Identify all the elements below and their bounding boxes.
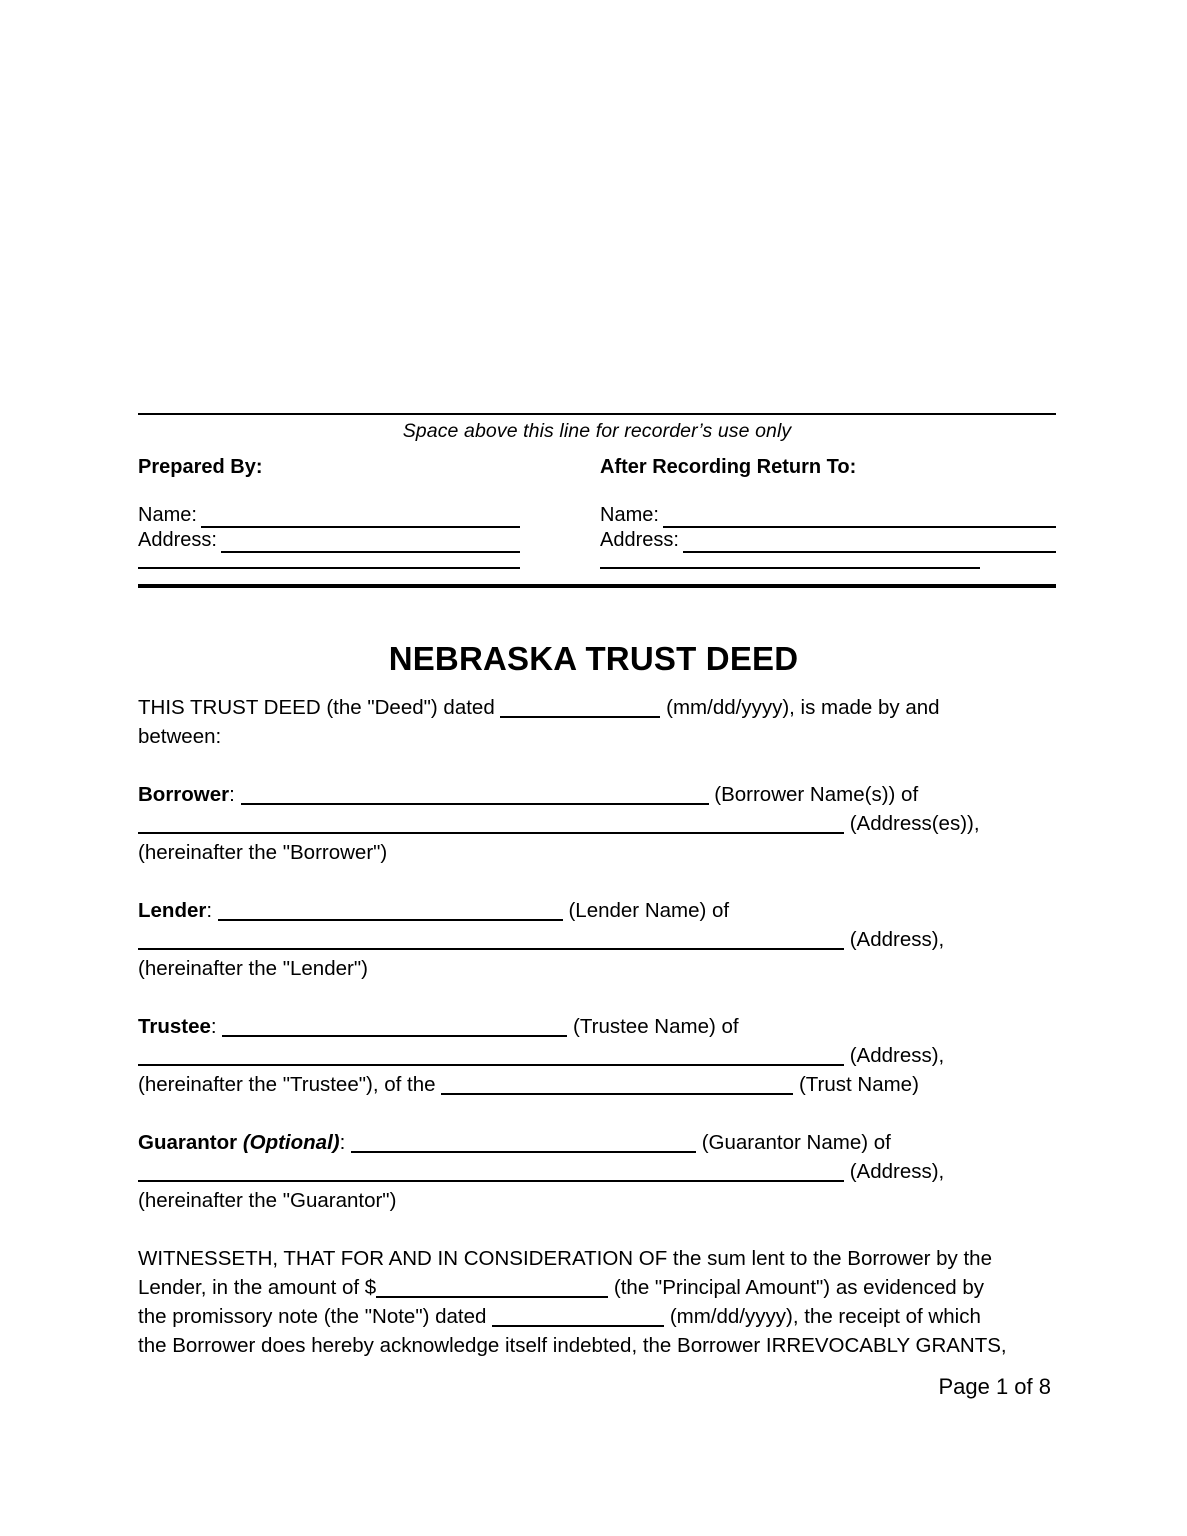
guarantor-optional-label: (Optional) <box>242 1131 340 1154</box>
trustee-line-1 <box>138 1012 1058 1041</box>
page-number-footer: Page 1 of 8 <box>938 1374 1051 1399</box>
prepared-by-name-input[interactable] <box>201 505 520 528</box>
trustee-address-input[interactable] <box>138 1049 844 1066</box>
return-to-address-row <box>600 528 1056 553</box>
witnesseth-line-3 <box>138 1302 1058 1331</box>
intro-text-b: (mm/dd/yyyy), is made by and <box>666 696 940 719</box>
guarantor-label: Guarantor <box>138 1131 238 1154</box>
intro-paragraph <box>138 693 1058 751</box>
lender-paragraph <box>138 896 1058 983</box>
return-to-address-label: Address: <box>600 529 679 551</box>
recorder-bottom-rule-wrap <box>138 584 1056 588</box>
note-date-input[interactable] <box>492 1310 664 1327</box>
borrower-line-1 <box>138 780 1058 809</box>
trust-name-hint: (Trust Name) <box>798 1073 919 1096</box>
principal-amount-suffix: (the "Principal Amount") as evidenced by <box>613 1276 984 1299</box>
lender-label: Lender <box>138 899 207 922</box>
prepared-by-heading: Prepared By: <box>138 456 263 478</box>
return-to-address-input-2[interactable] <box>600 567 980 569</box>
lender-line-1 <box>138 896 1058 925</box>
recorder-use-note: Space above this line for recorder’s use only <box>402 420 792 442</box>
recorder-bottom-rule <box>138 584 1056 588</box>
prepared-by-fields <box>138 503 600 569</box>
lender-address-input[interactable] <box>138 933 844 950</box>
guarantor-name-hint: (Guarantor Name) of <box>701 1131 891 1154</box>
prepared-by-address-input-2[interactable] <box>138 567 520 569</box>
principal-amount-input[interactable] <box>376 1281 608 1298</box>
guarantor-name-input[interactable] <box>351 1136 696 1153</box>
return-to-name-row <box>600 503 1056 528</box>
witnesseth-line-4: the Borrower does hereby acknowledge itself indebted, the Borrower IRREVOCABLY GRANTS, <box>138 1334 1007 1357</box>
note-date-suffix: (mm/dd/yyyy), the receipt of which <box>669 1305 981 1328</box>
trustee-label: Trustee <box>138 1015 211 1038</box>
lender-line-2 <box>138 925 1058 954</box>
borrower-address-hint: (Address(es)), <box>849 812 980 835</box>
return-to-address-input[interactable] <box>683 530 1056 553</box>
lender-name-input[interactable] <box>218 904 563 921</box>
return-to-name-input[interactable] <box>663 505 1056 528</box>
borrower-colon: : <box>229 783 235 806</box>
trustee-colon: : <box>210 1015 217 1038</box>
trustee-name-input[interactable] <box>222 1020 567 1037</box>
trustee-address-hint: (Address), <box>849 1044 945 1067</box>
witnesseth-line-2 <box>138 1273 1058 1302</box>
prepared-by-address-input[interactable] <box>221 530 520 553</box>
guarantor-line-1 <box>138 1128 1058 1157</box>
borrower-address-input[interactable] <box>138 817 844 834</box>
borrower-hereinafter: (hereinafter the "Borrower") <box>138 841 388 864</box>
intro-line-1 <box>138 693 1058 722</box>
trustee-paragraph <box>138 1012 1058 1099</box>
borrower-line-2 <box>138 809 1058 838</box>
trust-name-input[interactable] <box>441 1078 793 1095</box>
lender-colon: : <box>206 899 213 922</box>
intro-text-a: THIS TRUST DEED (the "Deed") dated <box>138 696 495 719</box>
prepared-by-address-row-2 <box>138 567 600 569</box>
return-to-name-label: Name: <box>600 504 659 526</box>
prepared-by-column <box>138 455 600 569</box>
lender-hereinafter: (hereinafter the "Lender") <box>138 957 368 980</box>
witnesseth-paragraph <box>138 1244 1058 1360</box>
guarantor-address-input[interactable] <box>138 1165 844 1182</box>
return-to-address-row-2 <box>600 567 1056 569</box>
prepared-by-address-row <box>138 528 600 553</box>
lender-address-hint: (Address), <box>849 928 945 951</box>
guarantor-line-2 <box>138 1157 1058 1186</box>
trustee-name-hint: (Trustee Name) of <box>573 1015 739 1038</box>
borrower-name-hint: (Borrower Name(s)) of <box>714 783 919 806</box>
guarantor-colon: : <box>339 1131 346 1154</box>
principal-amount-prefix: Lender, in the amount of $ <box>138 1276 377 1299</box>
prepared-by-name-label: Name: <box>138 504 197 526</box>
trustee-line-3 <box>138 1070 1058 1099</box>
after-recording-return-to-heading: After Recording Return To: <box>600 456 857 478</box>
lender-name-hint: (Lender Name) of <box>568 899 730 922</box>
prepared-by-name-row <box>138 503 600 528</box>
guarantor-hereinafter: (hereinafter the "Guarantor") <box>138 1189 397 1212</box>
borrower-label: Borrower <box>138 783 230 806</box>
recorder-columns <box>138 455 1056 569</box>
prepared-by-address-label: Address: <box>138 529 217 551</box>
note-date-prefix: the promissory note (the "Note") dated <box>138 1305 487 1328</box>
deed-date-input[interactable] <box>500 701 660 718</box>
intro-line-2: between: <box>138 725 222 748</box>
return-to-fields <box>600 503 1056 569</box>
guarantor-paragraph <box>138 1128 1058 1215</box>
page-title: NEBRASKA TRUST DEED <box>388 640 799 678</box>
recorder-header-block <box>138 413 1056 588</box>
guarantor-address-hint: (Address), <box>849 1160 945 1183</box>
borrower-name-input[interactable] <box>241 788 709 805</box>
trustee-hereinafter: (hereinafter the "Trustee"), of the <box>138 1073 436 1096</box>
trustee-line-2 <box>138 1041 1058 1070</box>
witnesseth-line-1: WITNESSETH, THAT FOR AND IN CONSIDERATION OF the sum lent to the Borrower by the <box>138 1247 992 1270</box>
return-to-column <box>600 455 1056 569</box>
document-body <box>138 693 1058 1360</box>
borrower-paragraph <box>138 780 1058 867</box>
